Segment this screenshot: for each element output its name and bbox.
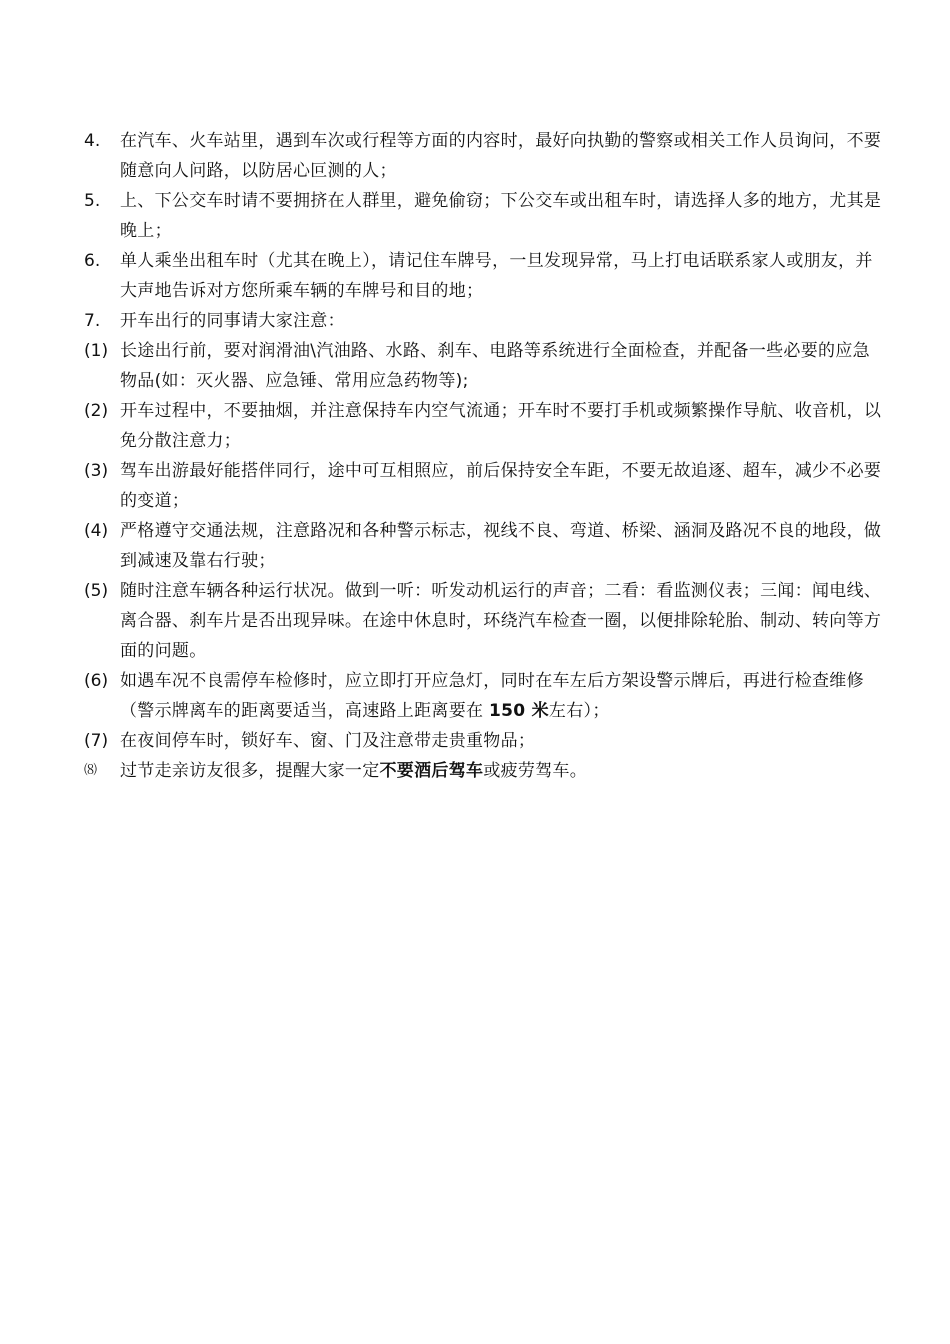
safety-tips-list (84, 126, 884, 786)
item-number: (3) (84, 461, 109, 481)
item-text (120, 756, 884, 786)
item-text-part: 过节走亲访友很多，提醒大家一定 (120, 761, 380, 781)
item-text-part: 左右）； (548, 701, 610, 721)
item-text: 开车过程中，不要抽烟，并注意保持车内空气流通；开车时不要打手机或频繁操作导航、收音机，以免分散注意力； (120, 401, 882, 451)
item-text: 驾车出游最好能搭伴同行，途中可互相照应，前后保持安全车距，不要无故追逐、超车，减少不必要的变道； (120, 461, 882, 511)
item-number: 7. (84, 311, 101, 331)
item-number: (6) (84, 671, 109, 691)
list-item (84, 186, 884, 246)
item-number: ⑻ (84, 763, 98, 778)
item-text-part: 或疲劳驾车。 (483, 761, 588, 781)
list-item (84, 306, 884, 336)
list-item (84, 516, 884, 576)
item-text-emphasis: 不要酒后驾车 (379, 761, 484, 781)
item-number: 5. (84, 191, 101, 211)
item-text: 长途出行前，要对润滑油\汽油路、水路、刹车、电路等系统进行全面检查，并配备一些必要的应急物品(如：灭火器、应急锤、常用应急药物等); (120, 341, 870, 391)
list-item (84, 246, 884, 306)
item-text-part: 如遇车况不良需停车检修时，应立即打开应急灯，同时在车左后方架设警示牌后，再进行检查维修（警示牌离车的距离要适当，高速路上距离要在 (120, 671, 864, 721)
list-item (84, 756, 884, 786)
item-number: (7) (84, 731, 109, 751)
item-text: 上、下公交车时请不要拥挤在人群里，避免偷窃；下公交车或出租车时，请选择人多的地方，尤其是晚上； (120, 191, 882, 241)
item-text (120, 666, 884, 726)
list-item (84, 576, 884, 666)
item-text: 开车出行的同事请大家注意： (120, 311, 345, 331)
item-text: 在汽车、火车站里，遇到车次或行程等方面的内容时，最好向执勤的警察或相关工作人员询问，不要随意向人问路，以防居心叵测的人； (120, 131, 882, 181)
list-item (84, 456, 884, 516)
item-text: 严格遵守交通法规，注意路况和各种警示标志，视线不良、弯道、桥梁、涵洞及路况不良的地段，做到减速及靠右行驶； (120, 521, 882, 571)
item-number: (2) (84, 401, 109, 421)
item-number: (5) (84, 581, 109, 601)
list-item (84, 336, 884, 396)
list-item (84, 726, 884, 756)
item-text: 在夜间停车时，锁好车、窗、门及注意带走贵重物品； (120, 731, 536, 751)
list-item (84, 396, 884, 456)
item-number: (4) (84, 521, 109, 541)
list-item (84, 126, 884, 186)
item-text: 单人乘坐出租车时（尤其在晚上），请记住车牌号，一旦发现异常，马上打电话联系家人或朋友，并大声地告诉对方您所乘车辆的车牌号和目的地； (120, 251, 873, 301)
item-number: (1) (84, 341, 109, 361)
item-text: 随时注意车辆各种运行状况。做到一听：听发动机运行的声音；二看：看监测仪表；三闻：闻电线、离合器、刹车片是否出现异味。在途中休息时，环绕汽车检查一圈，以便排除轮胎、制动、转向等方面的问题。 (120, 581, 882, 661)
item-number: 4. (84, 131, 101, 151)
item-text-emphasis: 150 米 (489, 701, 549, 721)
item-number: 6. (84, 251, 101, 271)
list-item (84, 666, 884, 726)
